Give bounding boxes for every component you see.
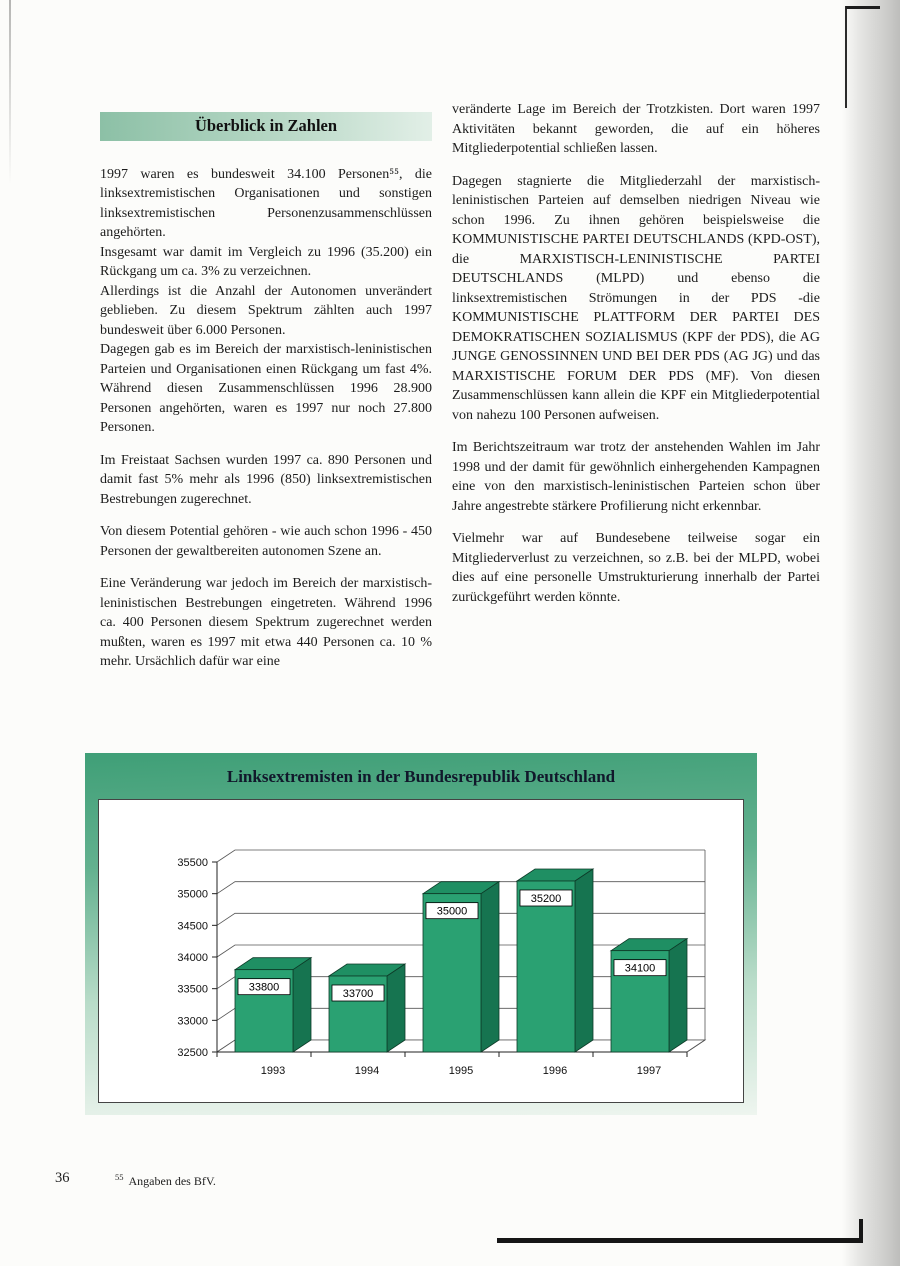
svg-text:35000: 35000	[177, 888, 208, 901]
paragraph: Im Freistaat Sachsen wurden 1997 ca. 890 Personen und damit fast 5% mehr als 1996 (850) linksextremistischen Bestrebungen zugerechnet.	[100, 452, 432, 507]
bar-chart-svg	[99, 800, 743, 1102]
page-number: 36	[55, 1170, 70, 1186]
chart-title: Linksextremisten in der Bundesrepublik Deutschland	[226, 767, 616, 786]
svg-text:34500: 34500	[177, 920, 208, 933]
paragraph: Insgesamt war damit im Vergleich zu 1996 (35.200) ein Rückgang um ca. 3% zu verzeichnen.	[100, 244, 432, 279]
chart-panel	[85, 753, 757, 1115]
page-edge-line	[9, 0, 11, 185]
scan-mark-bottom-corner	[859, 1219, 863, 1243]
spine-edge-line	[845, 6, 847, 108]
svg-text:33500: 33500	[177, 983, 208, 996]
section-heading: Überblick in Zahlen	[100, 112, 432, 141]
footnote-marker: 55	[115, 1172, 124, 1182]
paragraph: Dagegen gab es im Bereich der marxistisch-leninistischen Parteien und Organisationen einen Rückgang um fast 4%. Während diesen Zusammenschlüssen 1996 28.900 Personen angehörten, waren es 1997 nur noch 27.800 Personen.	[100, 342, 432, 435]
svg-text:1995: 1995	[448, 1065, 474, 1077]
svg-text:1997: 1997	[636, 1065, 662, 1077]
svg-text:35000: 35000	[436, 905, 468, 918]
paragraph: veränderte Lage im Bereich der Trotzkisten. Dort waren 1997 Aktivitäten bekannt geworden, die auf ein höheres Mitgliederpotential schließen lassen.	[452, 102, 820, 156]
svg-text:1994: 1994	[354, 1065, 380, 1077]
paragraph: Vielmehr war auf Bundesebene teilweise sogar ein Mitgliederverlust zu verzeichnen, so z.B. bei der MLPD, wobei dies auf eine personelle Umstrukturierung innerhalb der Partei zurückgeführt werden könnte.	[452, 531, 820, 605]
paragraph: Von diesem Potential gehören - wie auch schon 1996 - 450 Personen der gewaltbereiten autonomen Szene an.	[100, 524, 432, 559]
footnote-text: Angaben des BfV.	[128, 1174, 216, 1188]
svg-text:35200: 35200	[530, 893, 562, 905]
paragraph: Dagegen stagnierte die Mitgliederzahl der marxistisch-leninistischen Parteien auf demselben niedrigen Niveau wie schon 1996. Zu ihnen gehören beispielsweise die KOMMUNISTISCHE PARTEI DEUTSCHLANDS (KPD-OST), die MARXISTISCH-LENINISTISCHE PARTEI DEUTSCHLANDS (MLPD) und ebenso die linksextremistischen Strömungen in der PDS -die KOMMUNISTISCHE PLATTFORM DER PARTEI DES DEMOKRATISCHEN SOZIALISMUS (KPF der PDS), die AG JUNGE GENOSSINNEN UND BEI DER PDS (AG JG) und das MARXISTISCHE FORUM DER PDS (MF). Von diesen Zusammenschlüssen kann allein die KPF ein Mitgliederpotential von nahezu 100 Personen aufweisen.	[452, 173, 820, 423]
svg-text:33700: 33700	[342, 988, 374, 1000]
scan-mark-bottom-bar	[497, 1238, 863, 1243]
footnote	[115, 1172, 216, 1189]
svg-text:1993: 1993	[260, 1065, 286, 1077]
right-column	[452, 100, 820, 607]
svg-text:1996: 1996	[542, 1065, 568, 1077]
book-spine-shadow	[842, 0, 900, 1266]
paragraph: Eine Veränderung war jedoch im Bereich der marxistisch-leninistischen Bestrebungen eingetreten. Während 1996 ca. 400 Personen diesem Spektrum zugerechnet werden mußten, waren es 1997 mit etwa 440 Personen ca. 10 % mehr. Ursächlich dafür war eine	[100, 576, 432, 669]
paragraph: 1997 waren es bundesweit 34.100 Personen⁵⁵, die linksextremistischen Organisationen und sonstigen linksextremistischen Personenzusammenschlüssen angehörten.	[100, 166, 432, 240]
svg-text:33000: 33000	[177, 1015, 208, 1028]
svg-text:35500: 35500	[177, 857, 208, 869]
left-column	[100, 112, 432, 672]
paragraph: Im Berichtszeitraum war trotz der anstehenden Wahlen im Jahr 1998 und der damit für gewöhnlich einhergehenden Kampagnen eine von den marxistisch-leninistischen Parteien schon über Jahre angestrebte stärkere Profilierung nicht erkennbar.	[452, 440, 820, 514]
scan-mark-top-right	[846, 6, 880, 9]
svg-text:33800: 33800	[248, 981, 280, 994]
svg-text:32500: 32500	[177, 1047, 208, 1059]
chart-plot-area	[98, 799, 744, 1103]
svg-text:34000: 34000	[177, 952, 208, 964]
svg-text:34100: 34100	[624, 962, 656, 975]
paragraph: Allerdings ist die Anzahl der Autonomen unverändert geblieben. Zu diesem Spektrum zählten auch 1997 bundesweit über 6.000 Personen.	[100, 283, 432, 338]
